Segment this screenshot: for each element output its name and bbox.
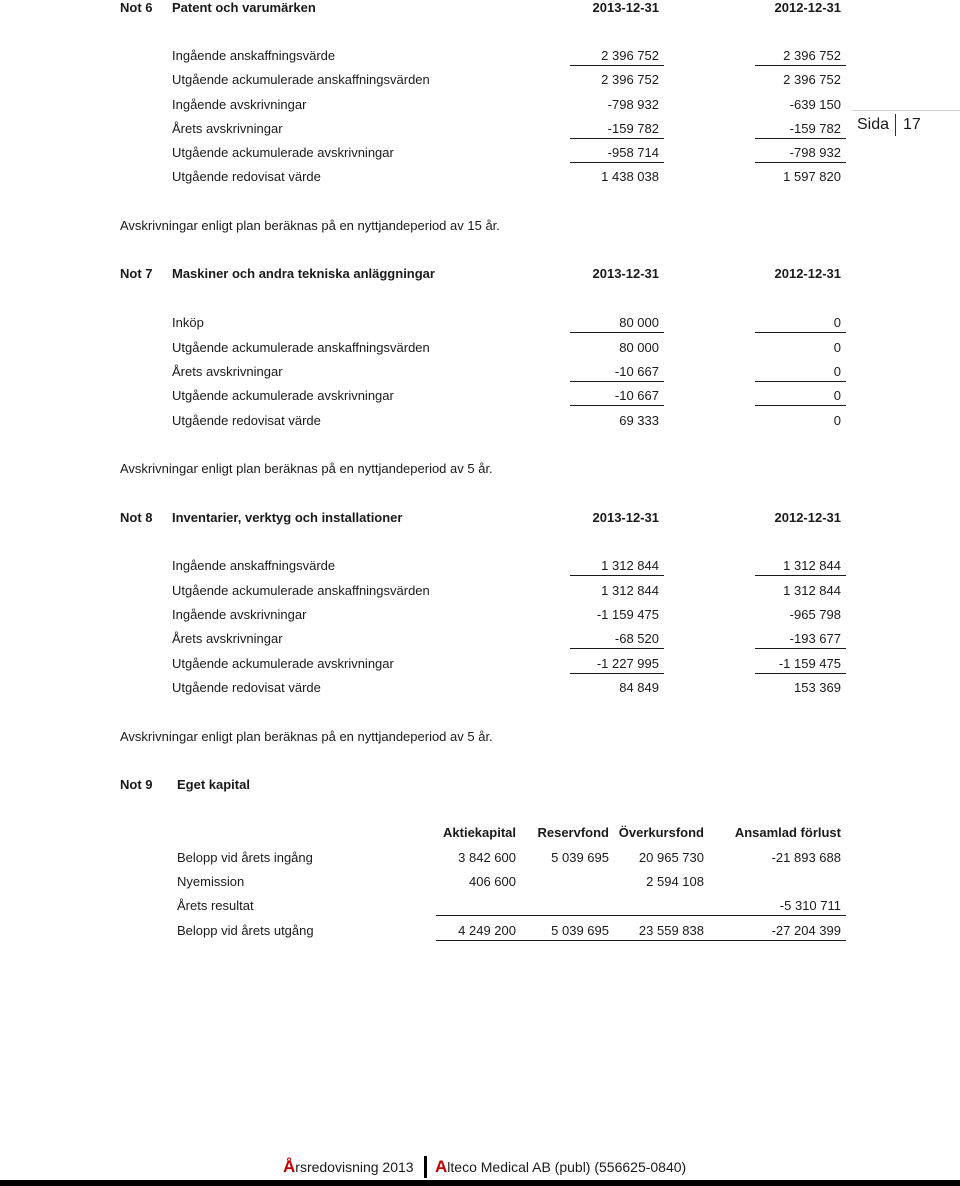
note7-footnote: Avskrivningar enligt plan beräknas på en nyttjandeperiod av 5 år. xyxy=(120,461,493,476)
equity-header-ansamlad-forlust: Ansamlad förlust xyxy=(734,825,841,840)
equity-total-underline xyxy=(436,915,846,916)
note6-row-value-2012: -159 782 xyxy=(789,121,841,136)
underline xyxy=(570,405,664,406)
page-label: Sida xyxy=(857,116,890,133)
underline xyxy=(570,673,664,674)
note8-title: Inventarier, verktyg och installationer xyxy=(172,510,403,525)
note8-number: Not 8 xyxy=(120,510,153,525)
note6-row-value-2012: 2 396 752 xyxy=(783,72,841,87)
note8-row-label: Utgående ackumulerade anskaffningsvärden xyxy=(172,583,430,598)
underline xyxy=(755,138,846,139)
note7-row-label: Utgående ackumulerade anskaffningsvärden xyxy=(172,340,430,355)
note8-row-label: Ingående avskrivningar xyxy=(172,607,307,622)
note7-row-value-2013: 80 000 xyxy=(619,315,659,330)
note6-row-value-2012: 1 597 820 xyxy=(783,169,841,184)
equity-cell: 23 559 838 xyxy=(638,923,704,938)
underline xyxy=(570,332,664,333)
equity-cell: 2 594 108 xyxy=(646,874,704,889)
note6-row-label: Utgående redovisat värde xyxy=(172,169,321,184)
note7-row-value-2012: 0 xyxy=(833,340,841,355)
note6-col2-header: 2012-12-31 xyxy=(774,0,841,15)
note6-row-value-2012: -639 150 xyxy=(789,97,841,112)
underline xyxy=(570,138,664,139)
note8-row-label: Ingående anskaffningsvärde xyxy=(172,558,336,573)
underline xyxy=(755,575,846,576)
note7-row-value-2013: 69 333 xyxy=(619,413,659,428)
note6-row-value-2013: -798 932 xyxy=(607,97,659,112)
note7-col1-header: 2013-12-31 xyxy=(592,266,659,281)
note7-row-label: Utgående ackumulerade avskrivningar xyxy=(172,388,394,403)
note6-col1-header: 2013-12-31 xyxy=(592,0,659,15)
footer-separator xyxy=(424,1156,427,1178)
equity-cell: 5 039 695 xyxy=(551,923,609,938)
note6-number: Not 6 xyxy=(120,0,153,15)
note8-row-value-2013: -68 520 xyxy=(614,631,659,646)
note7-row-value-2012: 0 xyxy=(833,315,841,330)
note8-row-value-2012: 153 369 xyxy=(794,680,841,695)
note9-title: Eget kapital xyxy=(177,777,250,792)
underline xyxy=(570,65,664,66)
note6-row-label: Ingående anskaffningsvärde xyxy=(172,48,336,63)
equity-cell: 4 249 200 xyxy=(458,923,516,938)
equity-cell: 20 965 730 xyxy=(638,850,704,865)
note7-col2-header: 2012-12-31 xyxy=(774,266,841,281)
footer-bar xyxy=(0,1180,960,1186)
note8-row-value-2013: -1 227 995 xyxy=(596,656,659,671)
underline xyxy=(755,673,846,674)
note6-row-value-2013: 2 396 752 xyxy=(601,72,659,87)
note8-row-label: Utgående redovisat värde xyxy=(172,680,321,695)
note8-row-value-2012: -965 798 xyxy=(789,607,841,622)
note6-row-label: Årets avskrivningar xyxy=(172,121,283,136)
underline xyxy=(755,332,846,333)
underline xyxy=(755,162,846,163)
underline xyxy=(755,405,846,406)
note6-row-label: Utgående ackumulerade avskrivningar xyxy=(172,145,394,160)
equity-row-label: Belopp vid årets ingång xyxy=(177,850,313,865)
note8-row-value-2012: 1 312 844 xyxy=(783,558,841,573)
note7-row-value-2013: -10 667 xyxy=(614,364,659,379)
note6-row-value-2013: -159 782 xyxy=(607,121,659,136)
note8-footnote: Avskrivningar enligt plan beräknas på en nyttjandeperiod av 5 år. xyxy=(120,729,493,744)
equity-cell: -5 310 711 xyxy=(779,898,841,913)
underline xyxy=(570,162,664,163)
note8-row-value-2012: -193 677 xyxy=(789,631,841,646)
footer-text: lteco Medical AB (publ) (556625-0840) xyxy=(447,1159,687,1175)
equity-cell: 406 600 xyxy=(469,874,516,889)
footer-text: rsredovisning 2013 xyxy=(295,1159,414,1175)
equity-cell: 3 842 600 xyxy=(458,850,516,865)
note7-row-label: Utgående redovisat värde xyxy=(172,413,321,428)
note7-row-value-2013: -10 667 xyxy=(614,388,659,403)
note8-row-value-2013: 84 849 xyxy=(619,680,659,695)
note7-row-label: Årets avskrivningar xyxy=(172,364,283,379)
note8-row-label: Utgående ackumulerade avskrivningar xyxy=(172,656,394,671)
note6-row-value-2013: 2 396 752 xyxy=(601,48,659,63)
note9-number: Not 9 xyxy=(120,777,153,792)
equity-row-label: Nyemission xyxy=(177,874,245,889)
note8-col1-header: 2013-12-31 xyxy=(592,510,659,525)
footer-company xyxy=(435,1157,686,1177)
equity-row-label: Årets resultat xyxy=(177,898,254,913)
note7-title: Maskiner och andra tekniska anläggningar xyxy=(172,266,435,281)
note7-row-value-2012: 0 xyxy=(833,388,841,403)
equity-cell: -27 204 399 xyxy=(771,923,841,938)
footer-initial: Å xyxy=(283,1157,296,1176)
note6-row-value-2013: 1 438 038 xyxy=(601,169,659,184)
equity-cell: 5 039 695 xyxy=(551,850,609,865)
equity-header-aktiekapital: Aktiekapital xyxy=(443,825,516,840)
note8-row-value-2012: 1 312 844 xyxy=(783,583,841,598)
note6-row-value-2012: 2 396 752 xyxy=(783,48,841,63)
page-tab-separator xyxy=(895,114,896,136)
underline xyxy=(570,648,664,649)
note7-row-value-2013: 80 000 xyxy=(619,340,659,355)
equity-final-underline xyxy=(436,940,846,941)
underline xyxy=(570,575,664,576)
note6-row-label: Utgående ackumulerade anskaffningsvärden xyxy=(172,72,430,87)
underline xyxy=(755,648,846,649)
equity-header-overkursfond: Överkursfond xyxy=(618,825,704,840)
note7-row-value-2012: 0 xyxy=(833,413,841,428)
note8-row-value-2012: -1 159 475 xyxy=(778,656,841,671)
note6-row-value-2012: -798 932 xyxy=(789,145,841,160)
note8-col2-header: 2012-12-31 xyxy=(774,510,841,525)
note8-row-label: Årets avskrivningar xyxy=(172,631,283,646)
note8-row-value-2013: 1 312 844 xyxy=(601,583,659,598)
footer-initial: A xyxy=(435,1157,448,1176)
side-tab-divider xyxy=(852,110,960,111)
note6-footnote: Avskrivningar enligt plan beräknas på en nyttjandeperiod av 15 år. xyxy=(120,218,500,233)
underline xyxy=(755,65,846,66)
footer-annual-report xyxy=(283,1157,414,1177)
note6-row-label: Ingående avskrivningar xyxy=(172,97,307,112)
note8-row-value-2013: -1 159 475 xyxy=(596,607,659,622)
note8-row-value-2013: 1 312 844 xyxy=(601,558,659,573)
equity-row-label: Belopp vid årets utgång xyxy=(177,923,314,938)
note7-row-label: Inköp xyxy=(172,315,204,330)
equity-header-reservfond: Reservfond xyxy=(537,825,609,840)
note6-row-value-2013: -958 714 xyxy=(607,145,659,160)
note7-row-value-2012: 0 xyxy=(833,364,841,379)
equity-cell: -21 893 688 xyxy=(771,850,841,865)
note7-number: Not 7 xyxy=(120,266,153,281)
page-number: 17 xyxy=(903,116,921,133)
underline xyxy=(570,381,664,382)
note6-title: Patent och varumärken xyxy=(172,0,316,15)
underline xyxy=(755,381,846,382)
